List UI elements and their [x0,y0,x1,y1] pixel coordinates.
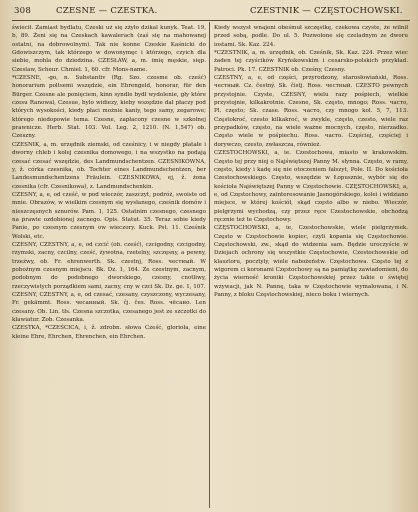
page-number: 308 [14,6,32,16]
left-entry: CZESTKA, *CZEŚCICA, i, ž. zdrobn. słowa Cześć, glorioła, eine kleine Ehre, Ehrchen, Ehrenchen, ein Ehrchen. [12,325,206,340]
right-entry: CZESTNY, a, e, od części, przyrodzony, starosłowiański, Ross. честный. Cz. čestný. Sk. čistj. Ross. честный. CZESTO pewnych przystojnie. Czyste, CZESNY, wielu razy pośpiech, wielkie przystojnie, kilkakrotnie. Czesne, Sk. często, mnogo; Ross. часто, Pl. często; Sk. czase. Ross. часто, czy mnogo kol. 5, 7, 113. Częstokroć, czesto kilkakroć, w zwykle, często, czesto, wiele raz przypadków, często, na wiele ważne mocnych, często, nierzadko. Często wiele w pośpiechu. Ross. часто. Częściej, częściej i dorywczo, czesto, zwłaszcza, również. [214,75,408,148]
right-entry: Kiedy wszyst wnajeni obeśmuł szczęstkę, czekowa czyste, że wilnił przed sobą, podle. Do ul. 5. Pozwolone się czeladnym ze dworu iostami. Sk. Kaz. 224. [214,25,408,48]
left-entry: *CZESNE, -go, n. Substantiv (Rg. Szo. czesme ob. cześć) honorarium poltsemi wszędzie, ein Ehrengeld, honorar, für den Bürger. Czesne ale ponięciem, kinn syndle bydł wydolenie, gły które czesu Ranowal, Czesue, bylo widiezy, kieby wszędzie dał płaczy pod których wysokości, kiedy płaci możnie kaniy, tego samy, zegarowe; którego niedopowie tema. Czesne, zapłacony czesne w szkolnej prawnicze. Herb. Stat. 103. Vol. Leg. 2, 1210. (N. 1,547) ob. Czeszny. [12,75,206,140]
left-entry: CZESNY, a, e, od cześć, w pod wieczór, zaszczyt, podróż, swoiste od mnie. Obrazów, w wielkim czesnym się wysłanego, cześnik domów i nieszczęsnych sznurów. Pam. 1, 125. Ostatnim czesnego, czesnego na prawie ozdobionej zacnego. Opis. Statut. 35. Teraz sobie kiedy Panie, po czesnym czesnym ow wieczory. Kuck. Pst. 11. Cześnik Wolski, etc. [12,191,206,240]
right-column [214,24,408,508]
running-head-right: CZESTNIK — CZĘSTOCHOWSKI. [250,6,403,16]
header-rule [12,20,410,21]
left-entry: świecił. Zamiast bydlatu, Czeski uż się zżyło dzikal kunyk. Teat. 19, b, 89. Żeni się na Czeskach kawalerach (zaś się na mahowanej ostatni, na dobrowolnym). Tak nie konne Czeskie Kaśnicki do Gdowiszczym, tak którzego w dowonymęc i którzego, czyich dla siebie, mohla do dziedzina. CZESŁAW, a, m. imię męskie, sięp. Czeslaw, Scheur. Chmiel. 1, 60. cfr. Mons-name. [12,25,206,73]
left-entry: CZESNY, CZESTNY, a, e, od czcić (ob. cześć), czcigodny, czcigodny, rzymski, zacny, czcilny, cześć, żywotna, rzetelny, szczęsny, a pewny, trzeźwy, ob. Fr. ehrenwerth. Sk. czestnj, Ross. честный. W pobożnym czesnym miejscu. Bk. Dz. 1, 164. Ze czestnym, zacnym, podobnym do podobnego dworskiego, czesny, cnotliwy, rzeczywistych porządkiem sami, zacny, cny w czci Sk. Dz. ge. 1, 107. [12,241,206,290]
column-divider [209,22,210,508]
right-entry: CZĘSTOCHOWSKI, a, ie, Czestochowskie, wiele pielgrzymek. Często w Częstochowie kopiec, czyli kopania się Częstochowie. Częstochowski, zw., skąd do widzenia sam. Będzie uroczyście w Dziejach ochrony się wszystkie Częstochowie, Czestochowskie od klasztoru, pocztyly, wiele nabożeństw. Częstochowa. Często tej z wigorem ci koronami Częstochowy są na pamiątkę zawiadomieni, do życia wierność kroniki Częstochowskiej przez takie o świętej wzywacji, jak N. Pannę, taka w Częstochowie wymalowana, i N. Panny, z bloku Częstochowskiej, nieco boku i wiernych. [214,225,408,298]
left-column [12,24,206,508]
left-entry: CZESNY, CZESTNY, a, e, od czesać, czesany, czyszczony, wyczesany, Fr. gekämmt. Ross. чесанный. Sk. čj. čes. Ross. чёсано. Len czesany. Ob. Lin. tłs. Czesna szczotka, czesanego jest ze szczotki do klawiatur. Zob. Czesanka. [12,292,206,324]
page-header [14,6,408,20]
running-head-left: CZESNE — CZESTKA. [56,6,158,16]
right-entry: *CZESTNIK, a, m. urzędnik, ob. Cześnik, Sk. Kaz. 224. Przez wiec żaden tej czyścików Kryńskowskim i cesarsko-polskich przykład. Patroci. Pk. 17. CZESTNIK ob. Cześny, Czesny. [214,50,408,73]
right-entry: CZESTOCHOWSKI, a, ie. Czestochowa, miasto w krakowskim. Często tej przy niej o Najświętszej Panny M. słynna. Często, w ramy, często, kiedy i kadę się nie otoczeniem fałszyt, Pole. II. Do kościoła Czestochowskiego. Często, wszędzie w Łopusznie, wybór się do kościoła Najświętszej Panny w Częstochowie. CZĘSTOCHOWSKI, a, e, od Częstochowy, zainteresowanie Jasnogórskiego, kolei i widziano miejsce, w której kościół, skąd często albo w niebo. Wieczór, pielgrzymi wychodzą, czy przez ręce Czestochowskie, obchodzą ręcznie też te Częstochowy. [214,150,408,223]
left-entry: CZESNIK, a, m. urzędnik ziemski, od cześnicy, i w niegdy płatałe i dworny chleb i kolej czesnika domowego, i na wszystko na podają czesać czesać wszędzie, des Landmundschentzen. CZESNIKÓWNA, y, ž. córka czesnika, ob. Tochter eines Landmundschentzen, ber Landesmundschentzens Fräulein. CZESNIKOWA, ej, ž. żona czesnika (cfr. Czesnikowa), z. Landmundschenkin. [12,141,206,190]
